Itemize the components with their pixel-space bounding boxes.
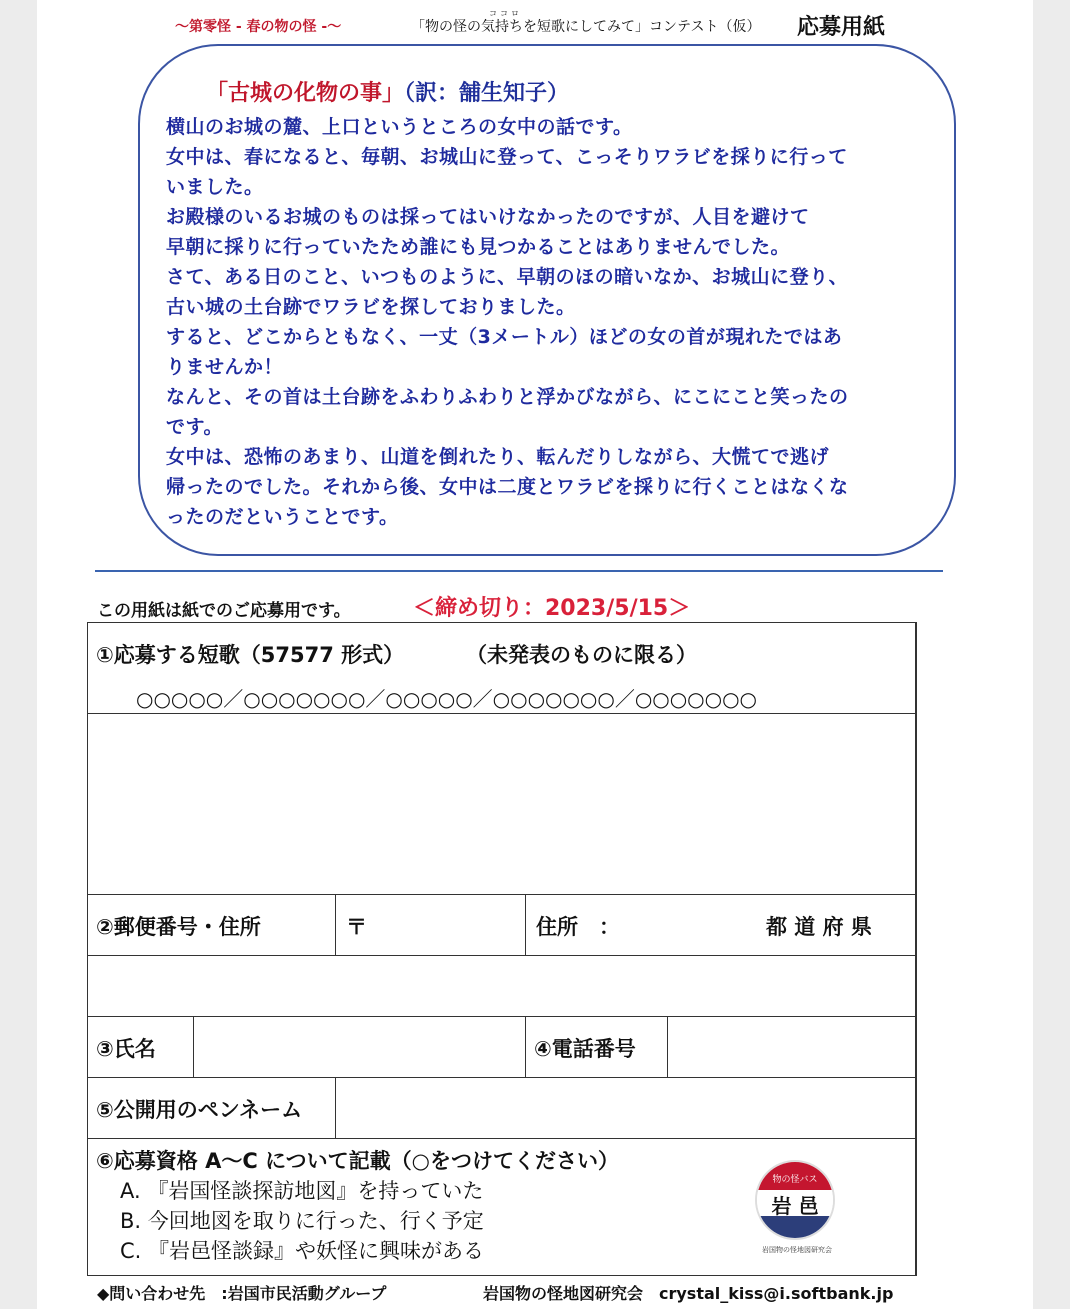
paper-notice: この用紙は紙でのご応募用です。 [97, 601, 351, 621]
name-field[interactable] [194, 1017, 526, 1078]
qualification-option-b[interactable]: B. 今回地図を取りに行った、行く予定 [120, 1209, 484, 1233]
logo-caption: 岩国物の怪地図研究会 [762, 1246, 832, 1254]
address-field[interactable] [88, 956, 916, 1017]
postal-mark: 〒 [346, 915, 367, 939]
deadline: ＜締め切り：2023/5/15＞ [413, 596, 691, 621]
story-line: 古い城の土台跡でワラビを探しておりました。 [166, 296, 576, 318]
story-line: さて、ある日のこと、いつものように、早朝のほの暗いなか、お城山に登り、 [166, 266, 849, 288]
penname-label-cell [88, 1078, 336, 1139]
contest-title: 「物の怪の気持ちを短歌にしてみて」コンテスト（仮） [411, 19, 761, 35]
tanka-input-area[interactable] [88, 714, 916, 895]
story-line: ったのだということです。 [166, 506, 399, 528]
phone-label: ④電話番号 [534, 1037, 636, 1061]
story-line: 帰ったのでした。それから後、女中は二度とワラビを採りに行くことはなくな [166, 476, 849, 498]
prefecture-field[interactable] [526, 895, 916, 956]
address-sub-label: 住所 ： [536, 915, 620, 939]
qualification-label: ⑥応募資格 A～C について記載（○をつけてください） [96, 1149, 619, 1173]
organization-email[interactable]: 岩国物の怪地図研究会 crystal_kiss@i.softbank.jp [483, 1284, 894, 1303]
story-title [206, 76, 569, 107]
story-line: 横山のお城の麓、上口というところの女中の話です。 [166, 116, 633, 138]
story-line: 早朝に採りに行っていたため誰にも見つかることはありませんでした。 [166, 236, 791, 258]
story-line: です。 [166, 416, 223, 438]
prefecture-label: 都 道 府 県 [766, 915, 872, 939]
contact-info: ◆問い合わせ先 :岩国市民活動グループ [97, 1284, 387, 1303]
story-line: お殿様のいるお城のものは採ってはいけなかったのですが、人目を避けて [166, 206, 810, 228]
story-line: いました。 [166, 176, 264, 198]
group-logo [755, 1160, 835, 1240]
form-title: 応募用紙 [797, 15, 886, 40]
penname-label: ⑤公開用のペンネーム [96, 1098, 303, 1122]
address-label-cell [88, 895, 336, 956]
penname-field[interactable] [336, 1078, 916, 1139]
section-divider [95, 570, 943, 572]
postal-code-field[interactable] [336, 895, 526, 956]
phone-label-cell [526, 1017, 668, 1078]
address-label: ②郵便番号・住所 [96, 915, 261, 939]
qualification-option-a[interactable]: A. 『岩国怪談探訪地図』を持っていた [120, 1179, 484, 1203]
story-translator: （訳：舗生知子） [404, 81, 570, 106]
story-box [138, 44, 956, 556]
series-title: ～第零怪 - 春の物の怪 -～ [175, 19, 342, 35]
tanka-header-cell [88, 623, 916, 714]
story-title-text: 「古城の化物の事」 [206, 81, 405, 106]
furigana: ココロ [489, 9, 522, 18]
story-line: なんと、その首は土台跡をふわりふわりと浮かびながら、にこにこと笑ったの [166, 386, 849, 408]
story-line: りませんか！ [166, 356, 284, 378]
story-line: 女中は、恐怖のあまり、山道を倒れたり、転んだりしながら、大慌てで逃げ [166, 446, 830, 468]
logo-main-text: 岩 邑 [771, 1194, 819, 1218]
tanka-note: （未発表のものに限る） [466, 643, 697, 667]
tanka-pattern: ○○○○○／○○○○○○○／○○○○○／○○○○○○○／○○○○○○○ [136, 687, 757, 711]
application-sheet [37, 0, 1033, 1309]
tanka-label: ①応募する短歌（57577 形式） [96, 643, 405, 667]
qualification-option-c[interactable]: C. 『岩邑怪談録』や妖怪に興味がある [120, 1239, 485, 1263]
logo-top-text: 物の怪バス [772, 1175, 818, 1185]
phone-field[interactable] [668, 1017, 916, 1078]
story-line: すると、どこからともなく、一丈（3メートル）ほどの女の首が現れたではあ [166, 326, 843, 348]
name-label: ③氏名 [96, 1037, 156, 1061]
story-line: 女中は、春になると、毎朝、お城山に登って、こっそりワラビを採りに行って [166, 146, 848, 168]
name-label-cell [88, 1017, 194, 1078]
page-header [37, 8, 1033, 38]
